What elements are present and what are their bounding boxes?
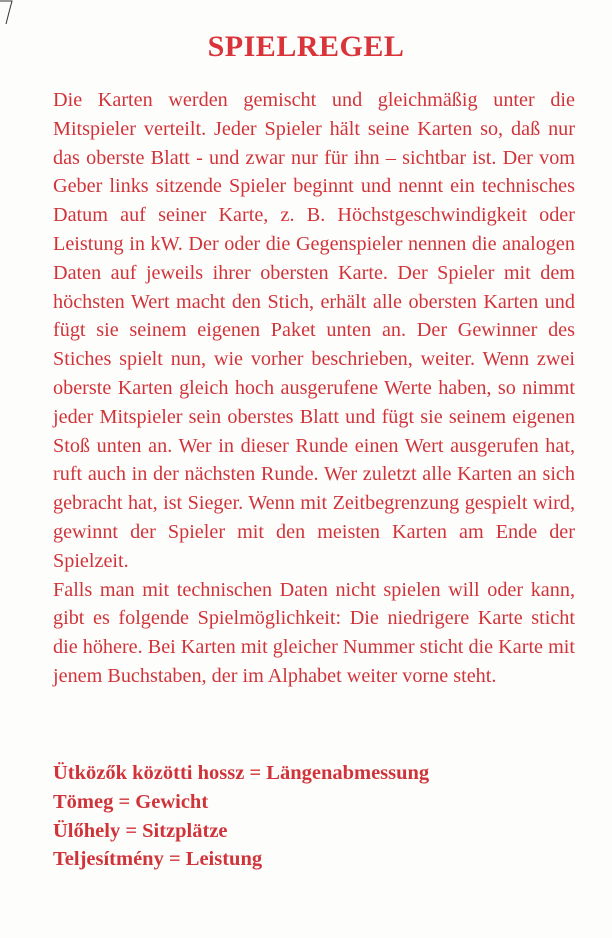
glossary-list [53,759,575,874]
glossary-item: Ütközők közötti hossz = Längenabmessung [53,762,430,784]
glossary-item: Teljesítmény = Leistung [53,848,263,871]
rules-text [53,86,575,691]
rules-paragraph: Die Karten werden gemischt und gleichmäßig unter die Mitspieler verteilt. Jeder Spieler hält seine Karten so, daß nur das oberste Blatt - und zwar nur für ihn – sichtbar ist. Der vom Geber links sitzende Spieler beginnt und nennt ein technisches Datum auf seiner Karte, z. B. Höchstgeschwindigkeit oder Leistung in kW. Der oder die Gegenspieler nennen die analogen Daten auf jeweils ihrer obersten Karte. Der Spieler mit dem höchsten Wert macht den Stich, erhält alle obersten Karten und fügt sie seinem eigenen Paket unten an. Der Gewinner des Stiches spielt nun, wie vorher beschrieben, weiter. Wenn zwei oberste Karten gleich hoch ausgerufene Werte haben, so nimmt jeder Mitspieler sein oberstes Blatt und fügt sie seinem eigenen Stoß unten an. Wer in dieser Runde einen Wert ausgerufen hat, ruft auch in der nächsten Runde. Wer zuletzt alle Karten an sich gebracht hat, ist Sieger. Wenn mit Zeitbegrenzung gespielt wird, gewinnt der Spieler mit den meisten Karten am Ende der Spielzeit. [53,89,575,572]
glossary-item: Tömeg = Gewicht [53,790,209,813]
corner-mark [0,0,30,30]
glossary-item: Ülőhely = Sitzplätze [53,819,228,842]
page-title: SPIELREGEL [207,30,405,63]
rules-paragraph: Falls man mit technischen Daten nicht spielen will oder kann, gibt es folgende Spielmöglichkeit: Die niedrigere Karte sticht die höhere. Bei Karten mit gleicher Nummer sticht die Karte mit jenem Buchstaben, der im Alphabet weiter vorne steht. [53,578,575,687]
